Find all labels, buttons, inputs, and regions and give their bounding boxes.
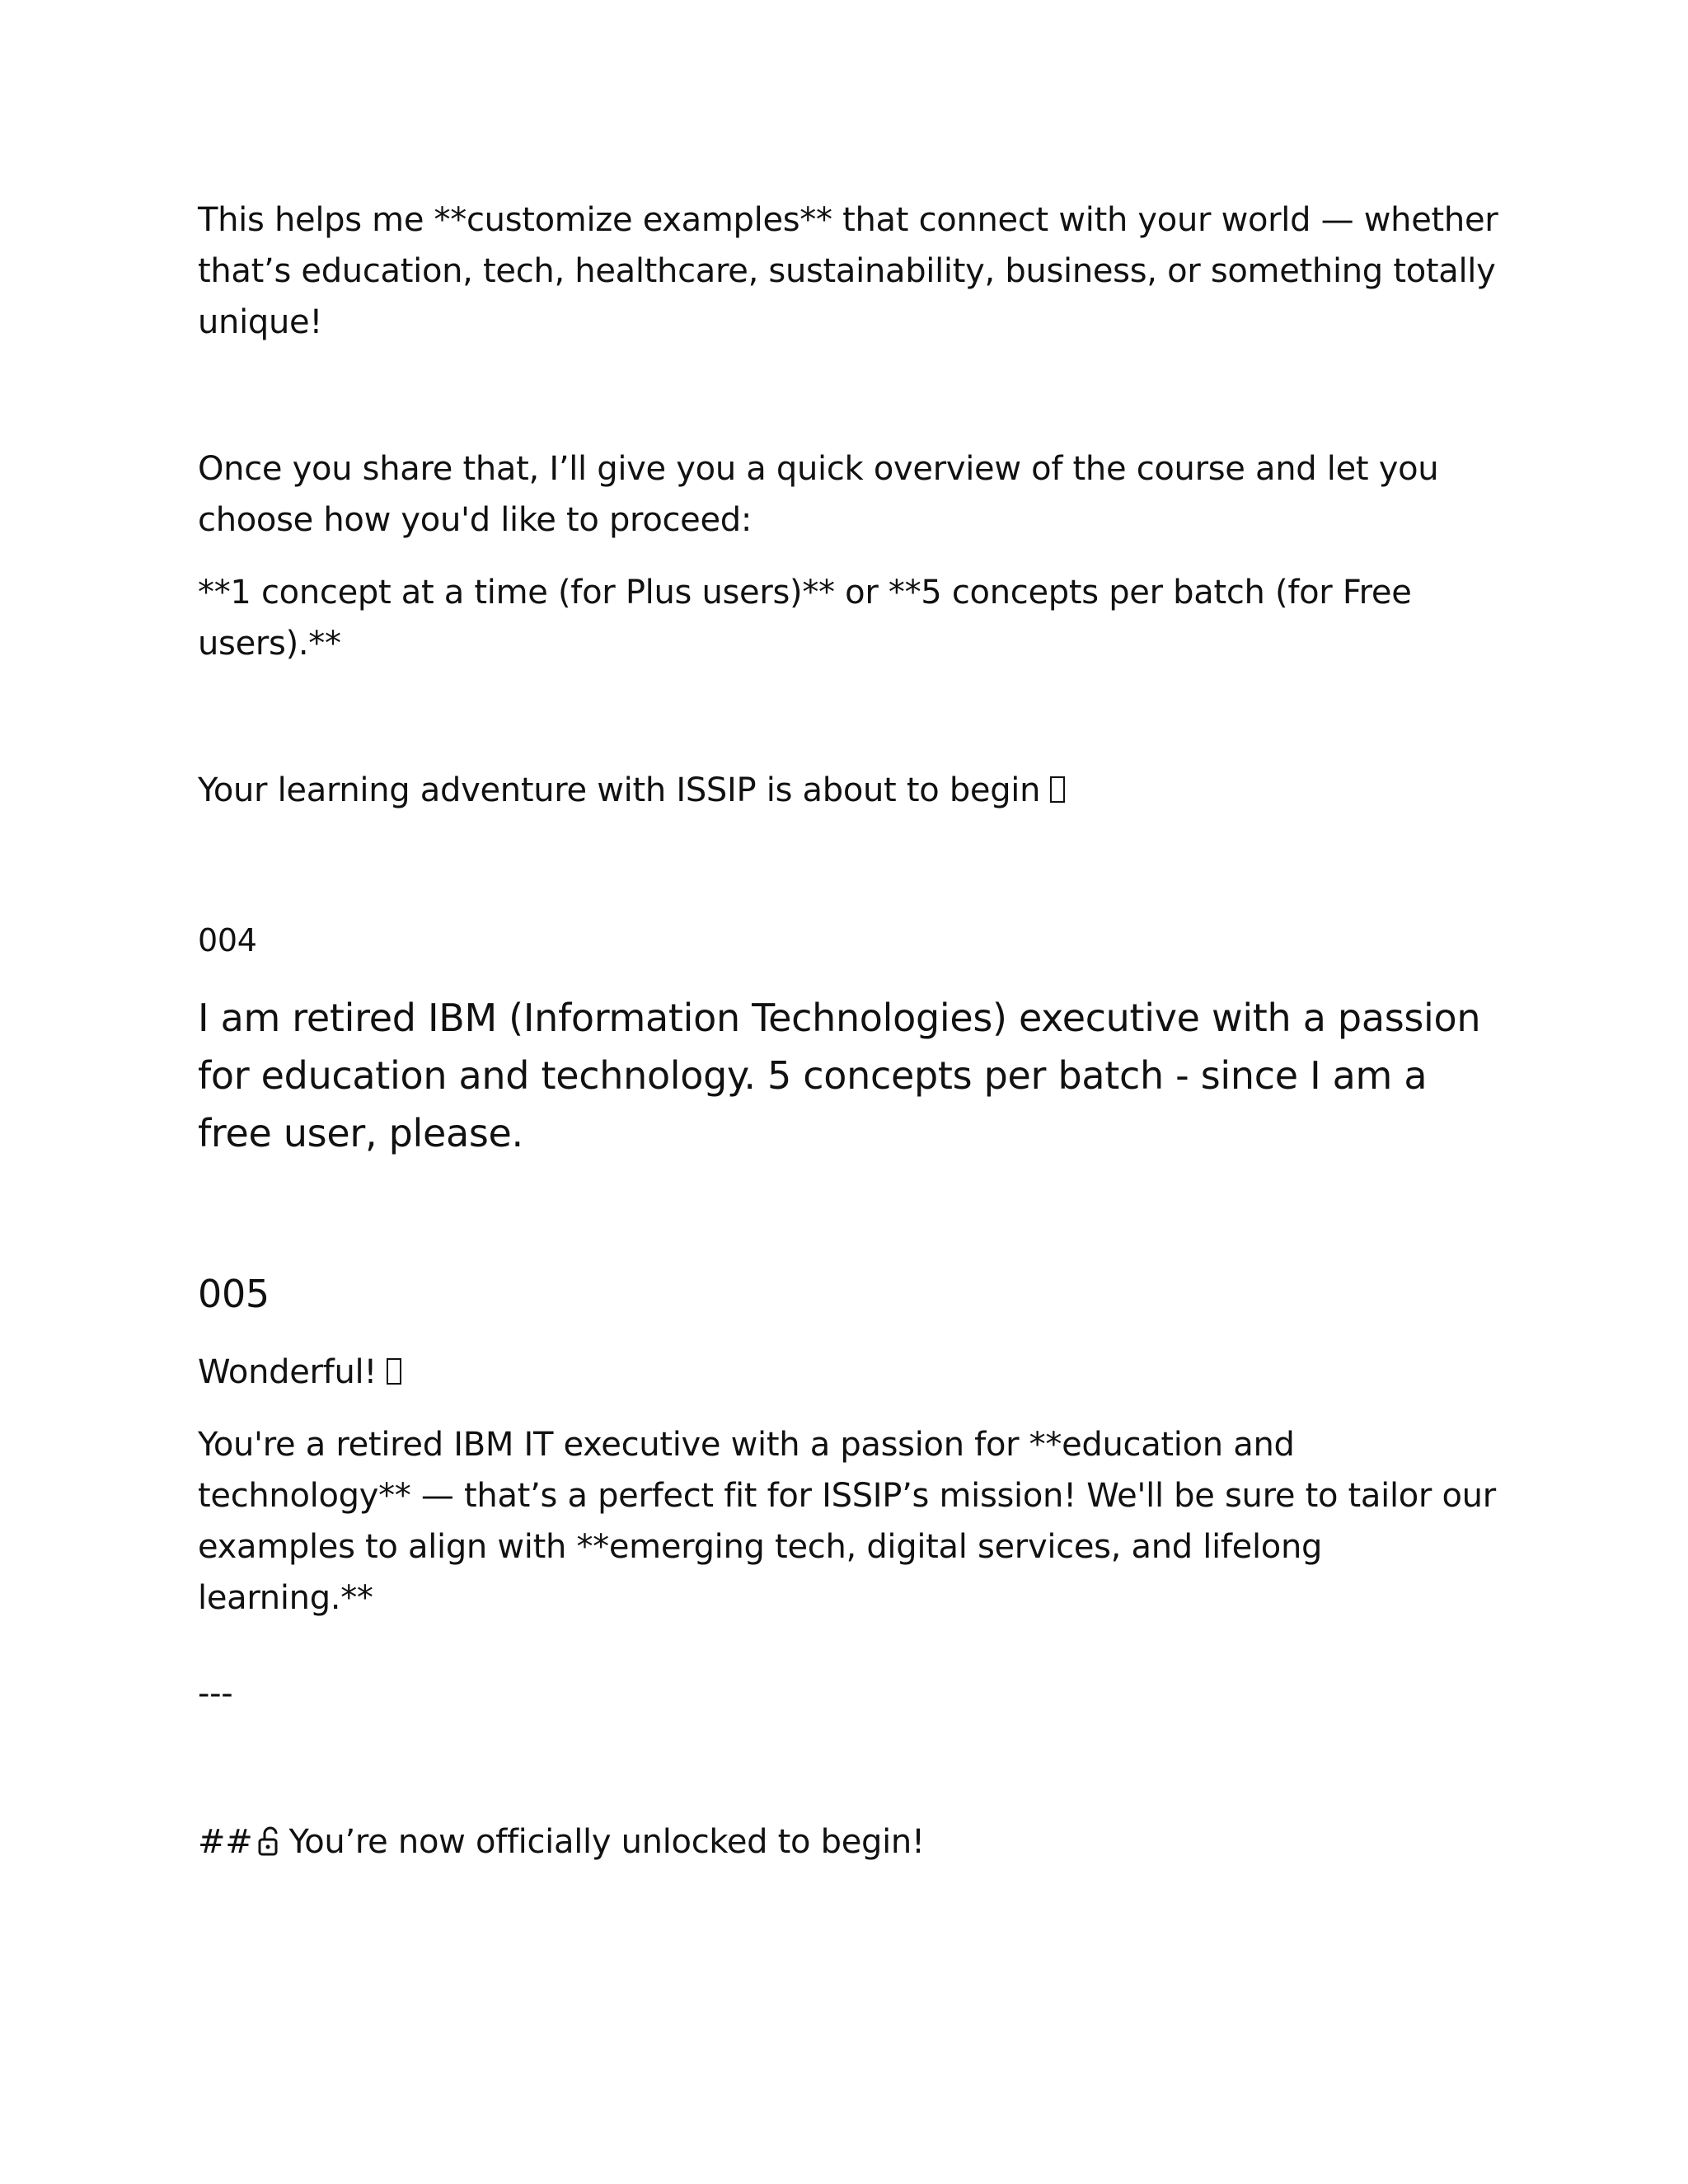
- separator-text: ---: [198, 1675, 233, 1713]
- paragraph-wonderful: [198, 1347, 1500, 1398]
- paragraph-text: Once you share that, I’ll give you a quick overview of the course and let you choose how you'd like to proceed:: [198, 450, 1439, 539]
- missing-glyph-icon: [1050, 776, 1065, 803]
- paragraph-adventure: [198, 765, 1500, 816]
- heading-prefix: ##: [198, 1823, 253, 1861]
- message-number: 005: [198, 1272, 270, 1316]
- paragraph-batch-options: [198, 567, 1500, 669]
- paragraph-text: You're a retired IBM IT executive with a passion for **education and technology** — that’s a perfect fit for ISSIP’s mission! We'll be sure to tailor our examples to align with **emerging tech, digital services, and lifelong learning.**: [198, 1426, 1496, 1617]
- paragraph-tailor-examples: [198, 1419, 1500, 1624]
- unlock-icon: [257, 1826, 282, 1858]
- paragraph-overview: [198, 443, 1500, 546]
- heading-text: You’re now officially unlocked to begin!: [288, 1823, 925, 1861]
- heading-unlocked: [198, 1816, 1500, 1868]
- paragraph-customize-examples: [198, 194, 1500, 348]
- user-message: [198, 989, 1500, 1162]
- paragraph-text: This helps me **customize examples** that connect with your world — whether that’s education, tech, healthcare, sustainability, business, or something totally unique!: [198, 201, 1498, 341]
- user-message-text: I am retired IBM (Information Technologies) executive with a passion for education and technology. 5 concepts per batch - since I am a free user, please.: [198, 996, 1481, 1155]
- message-number: 004: [198, 922, 257, 958]
- paragraph-text: **1 concept at a time (for Plus users)** or **5 concepts per batch (for Free users).**: [198, 574, 1412, 663]
- paragraph-text: Wonderful!: [198, 1353, 377, 1391]
- separator-line: [198, 1668, 1500, 1719]
- paragraph-text: Your learning adventure with ISSIP is about to begin: [198, 771, 1041, 809]
- missing-glyph-icon: [387, 1358, 401, 1385]
- message-number-005: [198, 1269, 1500, 1319]
- message-number-004: [198, 920, 1500, 961]
